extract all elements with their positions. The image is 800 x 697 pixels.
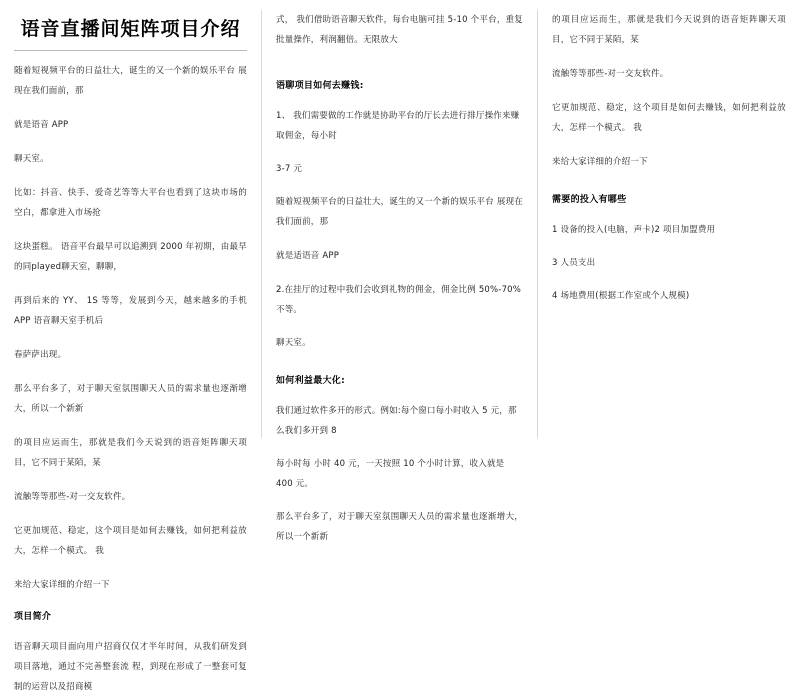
paragraph: 它更加规范、稳定，这个项目是如何去赚钱，如何把利益放大，怎样一个模式。 我: [14, 526, 247, 556]
paragraph: 语音聊天项目面向用户招商仅仅才半年时间，从我们研发到项目落地，通过不完善整套流 程，到现在形成了一整套可复制的运营以及招商模: [14, 642, 247, 692]
list-item: 2.在挂厅的过程中我们会收到礼物的佣金，佣金比例 50%-70%不等。: [276, 285, 522, 315]
paragraph: 春萨萨出现。: [14, 350, 67, 360]
paragraph: 比如：抖音、快手、爱奇艺等等大平台也看到了这块市场的空白，都拿进入市场抢: [14, 188, 247, 218]
paragraph: 这块蛋糕。 语音平台最早可以追溯到 2000 年初期，由最早的同played聊天室，聊聊，: [14, 242, 247, 272]
section-heading: 项目简介: [14, 612, 52, 622]
paragraph: 就是语音 APP: [14, 120, 69, 130]
paragraph: 就是适语音 APP: [276, 251, 340, 261]
paragraph: 流触等等那些-对一交友软件。: [552, 69, 669, 79]
paragraph: 式， 我们借助语音聊天软件，每台电脑可挂 5-10 个平台，重复批量操作，利润翻倍。无限放大: [276, 15, 523, 45]
paragraph: 那么平台多了，对于聊天室氛围聊天人员的需求量也逐渐增大，所以一个新新: [276, 512, 523, 542]
paragraph: 随着短视频平台的日益壮大，诞生的又一个新的娱乐平台 展现在我们面前，那: [14, 66, 247, 96]
list-item: 我们通过软件多开的形式。例如:每个窗口每小时收入 5 元，那么我们多开到 8: [276, 406, 517, 436]
list-item: 4 场地费用(根据工作室或个人规模): [552, 291, 690, 301]
list-item: 1 设备的投入(电脑，声卡)2 项目加盟费用: [552, 225, 716, 235]
spacer: [276, 70, 523, 78]
paragraph: 来给大家详细的介绍一下: [14, 580, 110, 590]
list-item: 3 人员支出: [552, 258, 596, 268]
paragraph: 的项目应运而生，那就是我们今天说到的语音矩阵聊天项目，它不同于某陌，某: [552, 15, 786, 45]
paragraph: 再到后来的 YY、 1S 等等，发展到今天，越来越多的手机 APP 语音聊天室手机后: [14, 296, 247, 326]
section-heading-maximize: 如何利益最大化:: [276, 376, 345, 386]
column-left: [14, 10, 262, 692]
section-heading-earn: 语聊项目如何去赚钱:: [276, 81, 364, 91]
column-middle: [262, 10, 538, 542]
paragraph: 它更加规范、稳定，这个项目是如何去赚钱，如何把利益放大，怎样一个模式。 我: [552, 103, 786, 133]
paragraph: 来给大家详细的介绍一下: [552, 157, 648, 167]
paragraph: 的项目应运而生，那就是我们今天说到的语音矩阵聊天项目，它不同于某陌，某: [14, 438, 247, 468]
column-right: [538, 10, 786, 438]
paragraph: 随着短视频平台的日益壮大，诞生的又一个新的娱乐平台 展现在我们面前，那: [276, 197, 523, 227]
list-item: 3-7 元: [276, 164, 303, 174]
paragraph: 那么平台多了，对于聊天室氛围聊天人员的需求量也逐渐增大，所以一个新新: [14, 384, 247, 414]
paragraph: 聊天室。: [276, 338, 311, 348]
list-item: 每小时每 小时 40 元，一天按照 10 个小时计算，收入就是 400 元。: [276, 459, 505, 489]
list-item: 1、 我们需要做的工作就是协助平台的厅长去进行排厅操作来赚取佣金，每小时: [276, 111, 520, 141]
page-title: 语音直播间矩阵项目介绍: [14, 16, 247, 51]
section-heading-investment: 需要的投入有哪些: [552, 195, 627, 205]
paragraph: 聊天室。: [14, 154, 49, 164]
paragraph: 流触等等那些-对一交友软件。: [14, 492, 131, 502]
